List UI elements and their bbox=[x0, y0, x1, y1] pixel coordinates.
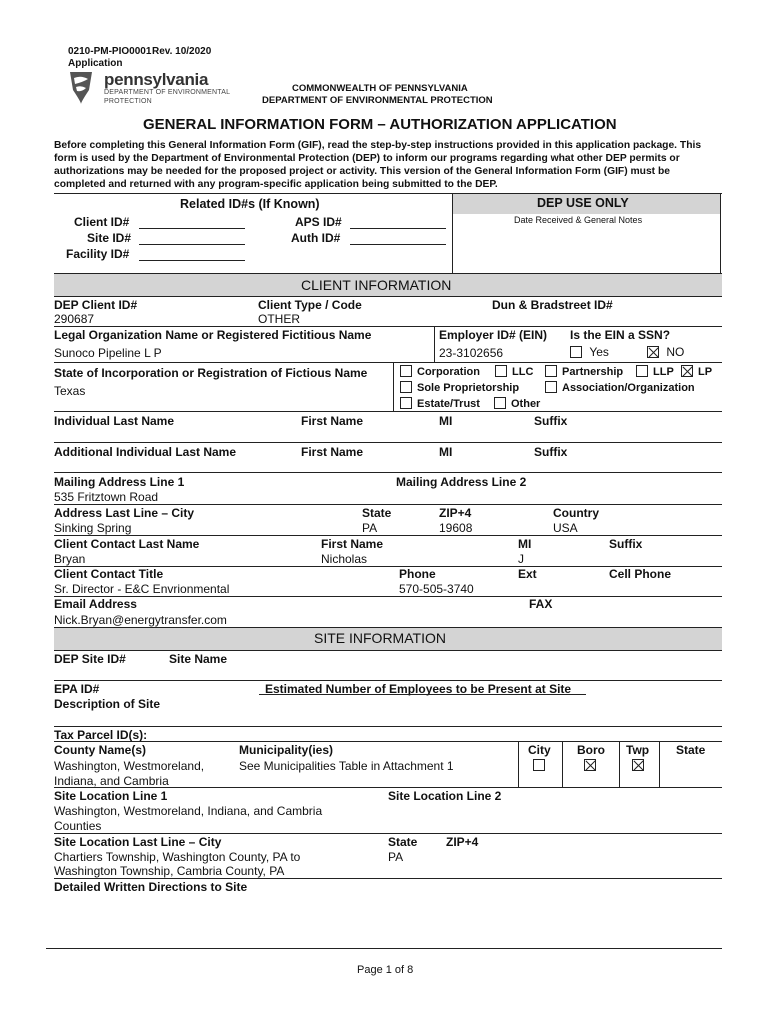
dep-site-id-label: DEP Site ID# bbox=[54, 652, 126, 666]
loc-last-value-line2: Washington Township, Cambria County, PA bbox=[54, 864, 285, 878]
mail-line1-label: Mailing Address Line 1 bbox=[54, 475, 185, 489]
entity-lp[interactable] bbox=[681, 365, 712, 378]
site-name-label: Site Name bbox=[169, 652, 228, 666]
ind-suffix-label: Suffix bbox=[534, 414, 568, 428]
contact-mi-value: J bbox=[518, 552, 524, 566]
description-label: Description of Site bbox=[54, 697, 161, 711]
ein-ssn-yes[interactable] bbox=[570, 345, 609, 359]
client-type-value: OTHER bbox=[258, 312, 300, 326]
ein-ssn-no[interactable] bbox=[647, 345, 684, 359]
divider bbox=[434, 326, 435, 363]
partnership-label: Partnership bbox=[562, 366, 624, 378]
divider bbox=[54, 472, 722, 473]
loc-last-value-line1: Chartiers Township, Washington County, PA to bbox=[54, 850, 301, 864]
divider bbox=[54, 504, 722, 505]
facility-id-label: Facility ID# bbox=[66, 247, 130, 261]
country-value: USA bbox=[553, 521, 578, 535]
ein-value: 23-3102656 bbox=[439, 346, 504, 360]
checkbox-icon[interactable] bbox=[545, 381, 557, 393]
contact-first-value: Nicholas bbox=[321, 552, 368, 566]
fax-label: FAX bbox=[529, 597, 553, 611]
entity-llc[interactable] bbox=[495, 365, 533, 378]
pennsylvania-keystone-logo-icon bbox=[66, 70, 96, 106]
yes-label: Yes bbox=[589, 345, 609, 359]
checkbox-icon[interactable] bbox=[495, 365, 507, 377]
divider bbox=[452, 193, 453, 273]
checkbox-icon[interactable] bbox=[400, 381, 412, 393]
site-id-label: Site ID# bbox=[87, 231, 132, 245]
checkbox-checked-icon[interactable] bbox=[584, 759, 596, 771]
duns-label: Dun & Bradstreet ID# bbox=[492, 298, 613, 312]
site-section-title: SITE INFORMATION bbox=[314, 630, 446, 646]
divider bbox=[54, 442, 722, 443]
city-checkbox[interactable] bbox=[533, 759, 545, 772]
state-inc-value: Texas bbox=[54, 384, 86, 398]
divider bbox=[46, 948, 722, 949]
entity-other[interactable] bbox=[494, 397, 540, 410]
estate-trust-label: Estate/Trust bbox=[417, 398, 480, 410]
divider bbox=[562, 741, 563, 788]
aps-id-label: APS ID# bbox=[295, 215, 342, 229]
checkbox-icon[interactable] bbox=[400, 397, 412, 409]
contact-title-label: Client Contact Title bbox=[54, 567, 164, 581]
other-label: Other bbox=[511, 398, 541, 410]
client-id-label: Client ID# bbox=[74, 215, 130, 229]
intro-paragraph: Before completing this General Information Form (GIF), read the step-by-step instructions provided in this application package. This form is used by the Department of Environmental Protection (DEP) to inform our programs regarding what other DEP permits or authorizations may be needed for the proposed project or activity. This version of the General Information Form (GIF) must be completed and returned with any program-specific application being submitted to the DEP. bbox=[54, 140, 702, 190]
divider bbox=[518, 741, 519, 788]
county-value-line1: Washington, Westmoreland, bbox=[54, 759, 205, 773]
city-value: Sinking Spring bbox=[54, 521, 132, 535]
checkbox-icon[interactable] bbox=[400, 365, 412, 377]
sole-prop-label: Sole Proprietorship bbox=[417, 382, 520, 394]
zip-value: 19608 bbox=[439, 521, 473, 535]
checkbox-icon[interactable] bbox=[545, 365, 557, 377]
state-value: PA bbox=[362, 521, 378, 535]
corporation-label: Corporation bbox=[417, 366, 480, 378]
ein-label: Employer ID# (EIN) bbox=[439, 328, 548, 342]
state-inc-label: State of Incorporation or Registration of Fictious Name bbox=[54, 366, 368, 380]
city-col-label: City bbox=[528, 743, 551, 757]
lp-label: LP bbox=[698, 366, 713, 378]
loc-state-value: PA bbox=[388, 850, 404, 864]
loc-state-label: State bbox=[388, 835, 418, 849]
divider bbox=[54, 741, 722, 742]
twp-checkbox[interactable] bbox=[632, 759, 644, 772]
state-col-label: State bbox=[676, 743, 706, 757]
dep-use-heading: DEP USE ONLY bbox=[537, 196, 629, 210]
divider bbox=[54, 326, 722, 327]
yes-checkbox-icon[interactable] bbox=[570, 346, 582, 358]
llc-label: LLC bbox=[512, 366, 534, 378]
dep-use-subheading: Date Received & General Notes bbox=[514, 215, 643, 225]
legal-name-label: Legal Organization Name or Registered Fictitious Name bbox=[54, 328, 372, 342]
divider bbox=[393, 362, 394, 412]
logo-name: pennsylvania bbox=[104, 70, 209, 89]
no-checkbox-checked-icon[interactable] bbox=[647, 346, 659, 358]
mail-line2-label: Mailing Address Line 2 bbox=[396, 475, 527, 489]
checkbox-checked-icon[interactable] bbox=[681, 365, 693, 377]
mail-line1-value: 535 Fritztown Road bbox=[54, 490, 159, 504]
entity-association[interactable] bbox=[545, 381, 695, 394]
divider bbox=[54, 296, 722, 297]
country-label: Country bbox=[553, 506, 599, 520]
llp-label: LLP bbox=[653, 366, 674, 378]
form-revision: Rev. 10/2020 bbox=[152, 46, 212, 57]
divider bbox=[54, 726, 722, 727]
divider bbox=[54, 535, 722, 536]
twp-col-label: Twp bbox=[626, 743, 650, 757]
divider bbox=[54, 650, 722, 651]
directions-label: Detailed Written Directions to Site bbox=[54, 880, 248, 894]
client-section-title: CLIENT INFORMATION bbox=[301, 277, 452, 293]
boro-checkbox[interactable] bbox=[584, 759, 596, 772]
loc-zip-label: ZIP+4 bbox=[446, 835, 479, 849]
agency-line1: COMMONWEALTH OF PENNSYLVANIA bbox=[292, 83, 468, 94]
entity-llp[interactable] bbox=[636, 365, 674, 378]
addr-last-label: Address Last Line – City bbox=[54, 506, 195, 520]
addl-ind-last-label: Additional Individual Last Name bbox=[54, 445, 237, 459]
related-ids-heading: Related ID#s (If Known) bbox=[180, 197, 320, 211]
entity-partnership[interactable] bbox=[545, 365, 623, 378]
municipality-value: See Municipalities Table in Attachment 1 bbox=[239, 759, 454, 773]
loc-line1-value-line2: Counties bbox=[54, 819, 102, 833]
divider bbox=[54, 596, 722, 597]
divider bbox=[54, 411, 722, 412]
employees-field[interactable] bbox=[259, 694, 586, 695]
divider bbox=[659, 741, 660, 788]
logo-dept-line1: DEPARTMENT OF ENVIRONMENTAL bbox=[104, 89, 231, 96]
site-id-field[interactable] bbox=[139, 244, 245, 245]
divider bbox=[54, 833, 722, 834]
association-label: Association/Organization bbox=[562, 382, 695, 394]
form-title: GENERAL INFORMATION FORM – AUTHORIZATION APPLICATION bbox=[143, 116, 617, 133]
contact-mi-label: MI bbox=[518, 537, 532, 551]
aps-id-field[interactable] bbox=[350, 228, 446, 229]
county-value-line2: Indiana, and Cambria bbox=[54, 774, 169, 788]
cell-phone-label: Cell Phone bbox=[609, 567, 672, 581]
email-value: Nick.Bryan@energytransfer.com bbox=[54, 613, 227, 627]
state-label: State bbox=[362, 506, 392, 520]
dep-client-id-label: DEP Client ID# bbox=[54, 298, 138, 312]
form-type: Application bbox=[68, 58, 123, 69]
phone-label: Phone bbox=[399, 567, 436, 581]
contact-suffix-label: Suffix bbox=[609, 537, 643, 551]
dep-client-id-value: 290687 bbox=[54, 312, 95, 326]
boro-col-label: Boro bbox=[577, 743, 605, 757]
ind-last-label: Individual Last Name bbox=[54, 414, 175, 428]
entity-corporation[interactable] bbox=[400, 365, 480, 378]
divider bbox=[54, 680, 722, 681]
loc-line1-value-line1: Washington, Westmoreland, Indiana, and Cambria bbox=[54, 804, 323, 818]
entity-sole-prop[interactable] bbox=[400, 381, 519, 394]
client-id-field[interactable] bbox=[139, 228, 245, 229]
contact-last-value: Bryan bbox=[54, 552, 86, 566]
page-number: Page 1 of 8 bbox=[357, 964, 414, 976]
facility-id-field[interactable] bbox=[139, 260, 245, 261]
phone-value: 570-505-3740 bbox=[399, 582, 474, 596]
agency-line2: DEPARTMENT OF ENVIRONMENTAL PROTECTION bbox=[262, 95, 493, 106]
municipality-label: Municipality(ies) bbox=[239, 743, 334, 757]
loc-line2-label: Site Location Line 2 bbox=[388, 789, 502, 803]
form-code: 0210-PM-PIO0001 bbox=[68, 46, 152, 57]
no-label: NO bbox=[666, 345, 685, 359]
addl-mi-label: MI bbox=[439, 445, 453, 459]
checkbox-icon[interactable] bbox=[636, 365, 648, 377]
checkbox-icon[interactable] bbox=[494, 397, 506, 409]
loc-line1-label: Site Location Line 1 bbox=[54, 789, 168, 803]
loc-last-label: Site Location Last Line – City bbox=[54, 835, 222, 849]
checkbox-icon[interactable] bbox=[533, 759, 545, 771]
email-label: Email Address bbox=[54, 597, 137, 611]
contact-title-value: Sr. Director - E&C Envrionmental bbox=[54, 582, 230, 596]
ext-label: Ext bbox=[518, 567, 537, 581]
divider bbox=[54, 878, 722, 879]
employees-label: Estimated Number of Employees to be Present at Site bbox=[265, 682, 572, 696]
county-label: County Name(s) bbox=[54, 743, 147, 757]
auth-id-label: Auth ID# bbox=[291, 231, 341, 245]
divider bbox=[720, 193, 721, 273]
epa-id-label: EPA ID# bbox=[54, 682, 100, 696]
contact-first-label: First Name bbox=[321, 537, 384, 551]
ein-ssn-label: Is the EIN a SSN? bbox=[570, 328, 671, 342]
client-type-label: Client Type / Code bbox=[258, 298, 362, 312]
addl-suffix-label: Suffix bbox=[534, 445, 568, 459]
divider bbox=[619, 741, 620, 788]
entity-estate-trust[interactable] bbox=[400, 397, 480, 410]
legal-name-value: Sunoco Pipeline L P bbox=[54, 346, 162, 360]
tax-parcel-label: Tax Parcel ID(s): bbox=[54, 728, 148, 742]
ind-first-label: First Name bbox=[301, 414, 364, 428]
auth-id-field[interactable] bbox=[350, 244, 446, 245]
zip-label: ZIP+4 bbox=[439, 506, 472, 520]
checkbox-checked-icon[interactable] bbox=[632, 759, 644, 771]
divider bbox=[54, 362, 722, 363]
addl-first-label: First Name bbox=[301, 445, 364, 459]
ind-mi-label: MI bbox=[439, 414, 453, 428]
contact-last-label: Client Contact Last Name bbox=[54, 537, 200, 551]
divider bbox=[54, 787, 722, 788]
divider bbox=[54, 273, 722, 274]
logo-dept-line2: PROTECTION bbox=[104, 98, 152, 105]
